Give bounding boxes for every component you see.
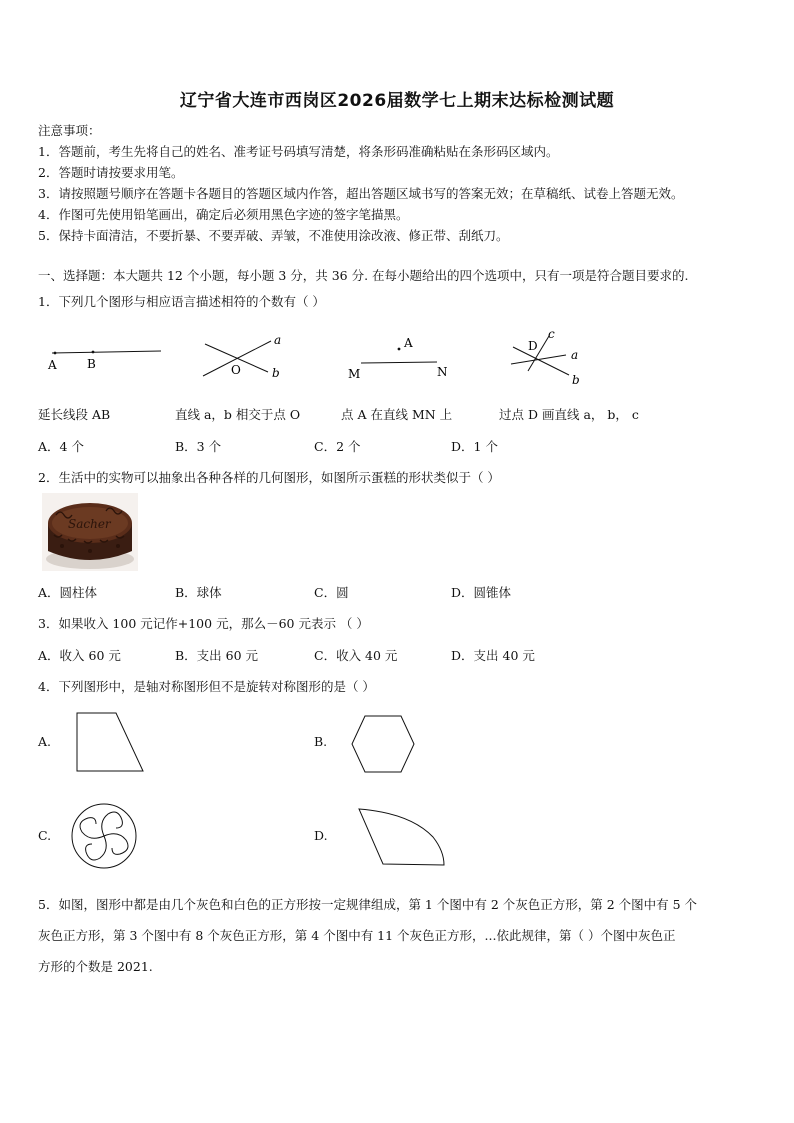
- label-m: M: [348, 367, 361, 381]
- label-a: A: [48, 358, 57, 372]
- q3-option-a: A．收入 60 元: [38, 648, 121, 663]
- question-3-stem: 3．如果收入 100 元记作+100 元，那么－60 元表示 （ ）: [38, 616, 369, 631]
- caption-2: 直线 a，b 相交于点 O: [175, 407, 301, 422]
- label-line-c: c: [548, 327, 555, 341]
- question-4-stem: 4．下列图形中，是轴对称图形但不是旋转对称图形的是（ ）: [38, 679, 375, 694]
- cake-image: [42, 493, 138, 571]
- q2-option-b: B．球体: [175, 585, 222, 600]
- question-1-stem: 1．下列几个图形与相应语言描述相符的个数有（ ）: [38, 294, 325, 309]
- trapezoid-shape: [77, 713, 143, 771]
- notice-item-2: 2．答题时请按要求用笔。: [38, 165, 184, 180]
- q1-option-b: B．3 个: [175, 439, 222, 454]
- figure-three-lines: [511, 327, 580, 387]
- q4-option-c: C.: [38, 828, 52, 843]
- q3-option-b: B．支出 60 元: [175, 648, 259, 663]
- figure-segment-ab: [47, 351, 161, 372]
- question-1-figures: [0, 320, 794, 400]
- hexagon-shape: [352, 716, 414, 772]
- notice-heading: 注意事项：: [38, 123, 101, 138]
- q3-option-d: D．支出 40 元: [451, 648, 535, 663]
- caption-4: 过点 D 画直线 a， b， c: [499, 407, 639, 422]
- notice-item-1: 1．答题前，考生先将自己的姓名、准考证号码填写清楚，将条形码准确粘贴在条形码区域内。: [38, 144, 559, 159]
- notice-item-3: 3．请按照题号顺序在答题卡各题目的答题区域内作答，超出答题区域书写的答案无效；在草稿纸、试卷上答题无效。: [38, 186, 684, 201]
- label-b: B: [87, 357, 96, 371]
- figure-intersecting-lines: [203, 333, 281, 380]
- label-line-a4: a: [571, 348, 579, 362]
- label-line-b4: b: [572, 373, 580, 387]
- notice-item-4: 4．作图可先使用铅笔画出，确定后必须用黑色字迹的签字笔描黑。: [38, 207, 409, 222]
- sector-shape: [359, 809, 444, 865]
- label-line-b: b: [272, 366, 280, 380]
- q1-option-a: A．4 个: [38, 439, 84, 454]
- question-5-line-2: 灰色正方形，第 3 个图中有 8 个灰色正方形，第 4 个图中有 11 个灰色正方形，...依此规律，第（ ）个图中灰色正: [38, 928, 676, 943]
- notice-item-5: 5．保持卡面清洁，不要折暴、不要弄破、弄皱，不准使用涂改液、修正带、刮纸刀。: [38, 228, 509, 243]
- q4-option-a: A.: [38, 734, 52, 749]
- caption-1: 延长线段 AB: [38, 407, 111, 422]
- question-5-line-3: 方形的个数是 2021.: [38, 959, 153, 974]
- q4-option-b: B.: [314, 734, 328, 749]
- q1-option-d: D．1 个: [451, 439, 498, 454]
- q1-option-c: C．2 个: [314, 439, 361, 454]
- label-point-a: A: [404, 336, 413, 350]
- question-4-figures: [0, 700, 794, 880]
- section-heading: 一、选择题：本大题共 12 个小题，每小题 3 分，共 36 分. 在每小题给出的四个选项中，只有一项是符合题目要求的.: [38, 268, 689, 283]
- label-line-a: a: [274, 333, 282, 347]
- q2-option-d: D．圆锥体: [451, 585, 512, 600]
- pinwheel-circle-shape: [72, 804, 136, 868]
- caption-3: 点 A 在直线 MN 上: [341, 407, 453, 422]
- label-d: D: [528, 339, 538, 353]
- label-o: O: [231, 363, 241, 377]
- q2-option-a: A．圆柱体: [38, 585, 98, 600]
- cake-lettering: Sacher: [68, 517, 111, 531]
- page-title: 辽宁省大连市西岗区2026届数学七上期末达标检测试题: [179, 91, 615, 111]
- question-5-line-1: 5．如图，图形中都是由几个灰色和白色的正方形按一定规律组成，第 1 个图中有 2 个灰色正方形，第 2 个图中有 5 个: [38, 897, 698, 912]
- figure-point-line: [348, 336, 448, 381]
- question-2-stem: 2．生活中的实物可以抽象出各种各样的几何图形，如图所示蛋糕的形状类似于（ ）: [38, 470, 500, 485]
- q2-option-c: C．圆: [314, 585, 349, 600]
- q3-option-c: C．收入 40 元: [314, 648, 398, 663]
- label-n: N: [437, 365, 448, 379]
- q4-option-d: D.: [314, 828, 328, 843]
